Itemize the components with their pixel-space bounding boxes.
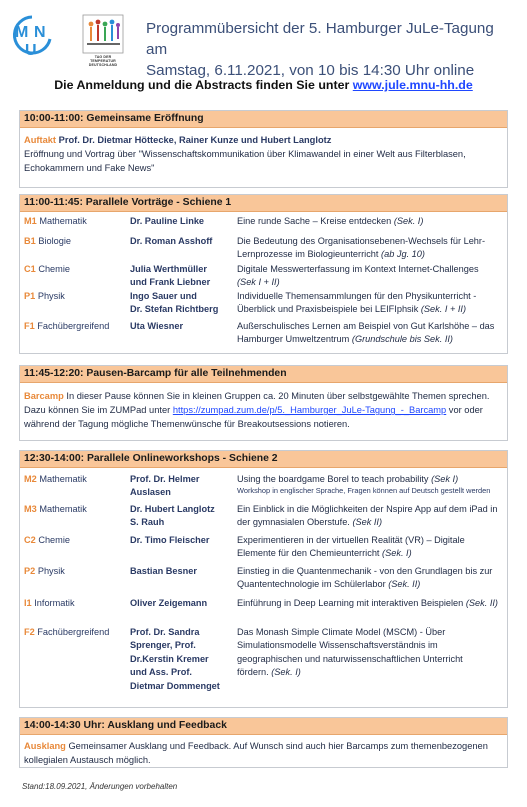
title-line	[237, 626, 507, 639]
speaker-line: Dr. Timo Fleischer	[130, 535, 210, 545]
row-subject	[24, 215, 87, 228]
title-text: Die Bedeutung des Organisationsebenen-Wechsels für Lehr-	[237, 236, 486, 246]
title-line	[237, 303, 507, 316]
closing-line-2: kollegialen Austausch möglich.	[24, 755, 151, 766]
title-line	[237, 320, 507, 333]
opening-session	[19, 110, 508, 188]
title-text: Individuelle Themensammlungen für den Physikunterricht -	[237, 291, 477, 301]
title-text: Überblick und Praxisbeispiele bei LEIFIphsik	[237, 304, 419, 315]
row-code: F1	[24, 321, 35, 331]
row-title	[237, 626, 507, 680]
row-subject-label: Mathematik	[39, 474, 87, 484]
title-line	[237, 534, 507, 547]
row-subject	[24, 534, 70, 547]
barcamp-session	[19, 365, 508, 441]
opening-heading: 10:00-11:00: Gemeinsame Eröffnung	[20, 111, 507, 128]
row-subject-label: Chemie	[38, 264, 70, 274]
title-line	[237, 333, 507, 346]
speaker-line: Dr.Kerstin Kremer	[130, 653, 209, 664]
speaker-line: Dr. Roman Asshoff	[130, 236, 213, 246]
title-line	[237, 565, 507, 578]
speaker-line: Auslasen	[130, 487, 171, 498]
row-subject-label: Chemie	[38, 535, 70, 545]
row-subject	[24, 597, 75, 610]
tdt-logo	[82, 14, 124, 67]
row-speakers	[130, 215, 234, 228]
row-code: F2	[24, 627, 35, 637]
closing-line-1: Gemeinsamer Ausklang und Feedback. Auf Wunsch sind auch hier Barcamps zum themenbezogenen	[65, 741, 488, 751]
opening-body	[24, 133, 466, 176]
speaker-line: und Ass. Prof.	[130, 667, 192, 678]
title-line	[237, 666, 507, 679]
row-code: M1	[24, 216, 37, 226]
level-label: (Sek. II)	[388, 579, 421, 590]
row-title	[237, 597, 507, 610]
speaker-line: Dr. Stefan Richtberg	[130, 304, 219, 315]
title-line-2: Samstag, 6.11.2021, von 10 bis 14:30 Uhr online	[146, 62, 475, 79]
title-line	[237, 653, 507, 666]
title-line	[237, 639, 507, 652]
title-text: Einstieg in die Quantenmechanik - von den Grundlagen bis zur	[237, 566, 493, 576]
row-speakers	[130, 235, 234, 248]
title-text: Hamburger Umweltzentrum	[237, 334, 350, 345]
title-line	[237, 290, 507, 303]
row-code: B1	[24, 236, 36, 246]
row-title	[237, 290, 507, 317]
row-subject-label: Mathematik	[39, 216, 87, 226]
level-label: (Sek. I)	[382, 548, 412, 559]
logo-letter-n: N	[34, 24, 46, 41]
barcamp-body	[24, 389, 489, 432]
row-subject	[24, 626, 109, 639]
title-text: der gymnasialen Oberstufe.	[237, 517, 350, 528]
title-line	[237, 578, 507, 591]
row-subject-label: Biologie	[38, 236, 72, 246]
row-code: P1	[24, 291, 36, 301]
level-label: (Sek. I)	[393, 216, 424, 226]
title-line	[237, 503, 507, 516]
title-text: Lernprozesse im Biologieunterricht	[237, 249, 379, 260]
closing-session	[19, 717, 508, 768]
title-line	[237, 235, 507, 248]
row-subject-label: Physik	[37, 566, 65, 576]
row-title	[237, 263, 507, 290]
speaker-line: Ingo Sauer und	[130, 291, 197, 301]
opening-line-3: Echokammern und Fake News"	[24, 163, 155, 174]
row-speakers	[130, 263, 234, 290]
row-speakers	[130, 320, 234, 333]
row-title	[237, 565, 507, 592]
row-code: C1	[24, 264, 36, 274]
row-subject-label: Fachübergreifend	[37, 627, 110, 637]
row-speakers	[130, 534, 234, 547]
registration-link[interactable]: www.jule.mnu-hh.de	[352, 78, 473, 92]
level-label: (Sek II)	[352, 517, 383, 528]
row-subject	[24, 473, 87, 486]
row-title	[237, 320, 507, 347]
title-text: Quantentechnologie im Schülerlabor	[237, 579, 386, 590]
logo-letter-m: M	[15, 24, 29, 41]
title-line	[237, 263, 507, 276]
title-line	[237, 276, 507, 289]
level-label: (ab Jg. 10)	[381, 249, 425, 260]
title-line	[237, 473, 507, 486]
speaker-line: Prof. Dr. Helmer	[130, 474, 200, 484]
title-text: Simulationsmodelle Wissenschaftsverständnis im	[237, 640, 438, 651]
page-title	[146, 18, 518, 81]
title-line	[237, 597, 507, 610]
closing-body	[24, 739, 488, 767]
level-label: (Sek I + II)	[237, 277, 280, 288]
row-subject	[24, 290, 65, 303]
tdt-figures-icon	[82, 14, 124, 54]
mnu-logo	[12, 15, 52, 61]
page-header	[0, 0, 527, 79]
row-code: C2	[24, 535, 36, 545]
title-text: geographischen und naturwissenschaftlichen Unterricht	[237, 653, 463, 664]
row-code: M3	[24, 504, 37, 514]
speaker-line: Dr. Hubert Langlotz	[130, 504, 215, 514]
barcamp-line-1: In dieser Pause können Sie in kleinen Gruppen ca. 20 Minuten über selbstgewählte Themen sprechen.	[63, 391, 490, 401]
title-text: Ein Einblick in die Möglichkeiten der Nspire App auf dem iPad in	[237, 504, 498, 514]
row-subject-label: Fachübergreifend	[37, 321, 110, 331]
row-subject	[24, 235, 71, 248]
registration-line	[0, 78, 527, 92]
registration-text: Die Anmeldung und die Abstracts finden Sie unter	[54, 78, 353, 92]
row-code: P2	[24, 566, 36, 576]
speaker-line: Uta Wiesner	[130, 321, 184, 331]
opening-speakers: Prof. Dr. Dietmar Höttecke, Rainer Kunze und Hubert Langlotz	[58, 135, 332, 145]
speaker-line: Dietmar Dommenget	[130, 680, 220, 691]
title-text: Das Monash Simple Climate Model (MSCM) - Über	[237, 627, 446, 637]
row-subject	[24, 263, 70, 276]
title-text: Elemente für den Chemieunterricht	[237, 548, 380, 559]
level-label: (Grundschule bis Sek. II)	[351, 334, 453, 345]
talks-session	[19, 194, 508, 354]
closing-heading: 14:00-14:30 Uhr: Ausklang und Feedback	[20, 718, 507, 735]
status-note: Stand:18.09.2021, Änderungen vorbehalten	[22, 782, 178, 791]
row-speakers	[130, 473, 234, 500]
barcamp-line-2-pre: Dazu können Sie im ZUMPad unter	[24, 405, 173, 416]
speaker-line: Sprenger, Prof.	[130, 640, 196, 651]
speaker-line: Julia Werthmüller	[130, 264, 207, 274]
row-subject-label: Mathematik	[39, 504, 87, 514]
speaker-line: S. Rauh	[130, 517, 165, 528]
speaker-line: Dr. Pauline Linke	[130, 216, 205, 226]
title-text: fördern.	[237, 667, 269, 678]
title-text: Einführung in Deep Learning mit interaktiven Beispielen	[237, 598, 464, 608]
tdt-caption: TAG DER TEMPERATUR DEUTSCHLAND	[88, 55, 118, 67]
speaker-line: Prof. Dr. Sandra	[130, 627, 200, 637]
title-line	[237, 248, 507, 261]
workshops-heading: 12:30-14:00: Parallele Onlineworkshops - Schiene 2	[20, 451, 507, 468]
speaker-line: Bastian Besner	[130, 566, 197, 576]
title-line	[237, 516, 507, 529]
title-text: Experimentieren in der virtuellen Realität (VR) – Digitale	[237, 535, 465, 545]
opening-lead: Auftakt	[24, 135, 57, 145]
barcamp-lead: Barcamp	[24, 391, 64, 401]
row-code: I1	[24, 598, 32, 608]
row-title	[237, 473, 507, 496]
row-title	[237, 534, 507, 561]
row-note: Workshop in englischer Sprache, Fragen können auf Deutsch gestellt werden	[237, 486, 491, 496]
logo-letter-u: U	[25, 42, 37, 59]
title-line	[237, 547, 507, 560]
title-line	[237, 215, 507, 228]
level-label: (Sek I)	[431, 474, 459, 484]
row-subject	[24, 320, 109, 333]
speaker-line: und Frank Liebner	[130, 277, 211, 288]
row-speakers	[130, 597, 234, 610]
speaker-line: Oliver Zeigemann	[130, 598, 208, 608]
row-speakers	[130, 565, 234, 578]
row-code: M2	[24, 474, 37, 484]
title-text: Using the boardgame Borel to teach probability	[237, 474, 429, 484]
workshops-session	[19, 450, 508, 708]
row-subject-label: Physik	[37, 291, 65, 301]
row-title	[237, 215, 507, 228]
title-text: Eine runde Sache – Kreise entdecken	[237, 216, 392, 226]
talks-heading: 11:00-11:45: Parallele Vorträge - Schiene 1	[20, 195, 507, 212]
row-title	[237, 235, 507, 262]
barcamp-heading: 11:45-12:20: Pausen-Barcamp für alle Teilnehmenden	[20, 366, 507, 383]
row-subject	[24, 503, 87, 516]
opening-line-2: Eröffnung und Vortrag über "Wissenschaftskommunikation über Klimawandel in einer Welt aus Filterblasen,	[24, 149, 466, 160]
row-subject-label: Informatik	[34, 598, 75, 608]
closing-lead: Ausklang	[24, 741, 66, 751]
barcamp-line-3: während der Tagung mögliche Themenwünsche für Breakoutsessions notieren.	[24, 419, 350, 430]
barcamp-line-2-post: vor oder	[446, 405, 483, 416]
title-line-1: Programmübersicht der 5. Hamburger JuLe-Tagung am	[146, 20, 494, 58]
title-text: Außerschulisches Lernen am Beispiel von Gut Karlshöhe – das	[237, 321, 495, 331]
zumpad-link[interactable]: https://zumpad.zum.de/p/5._Hamburger_JuLe-Tagung_-_Barcamp	[172, 405, 447, 416]
row-subject	[24, 565, 65, 578]
row-speakers	[130, 626, 234, 693]
title-text: Digitale Messwerterfassung im Kontext Internet-Challenges	[237, 264, 479, 274]
level-label: (Sek. II)	[465, 598, 498, 608]
row-title	[237, 503, 507, 530]
row-speakers	[130, 503, 234, 530]
level-label: (Sek. I + II)	[420, 304, 467, 315]
level-label: (Sek. I)	[271, 667, 301, 678]
row-speakers	[130, 290, 234, 317]
